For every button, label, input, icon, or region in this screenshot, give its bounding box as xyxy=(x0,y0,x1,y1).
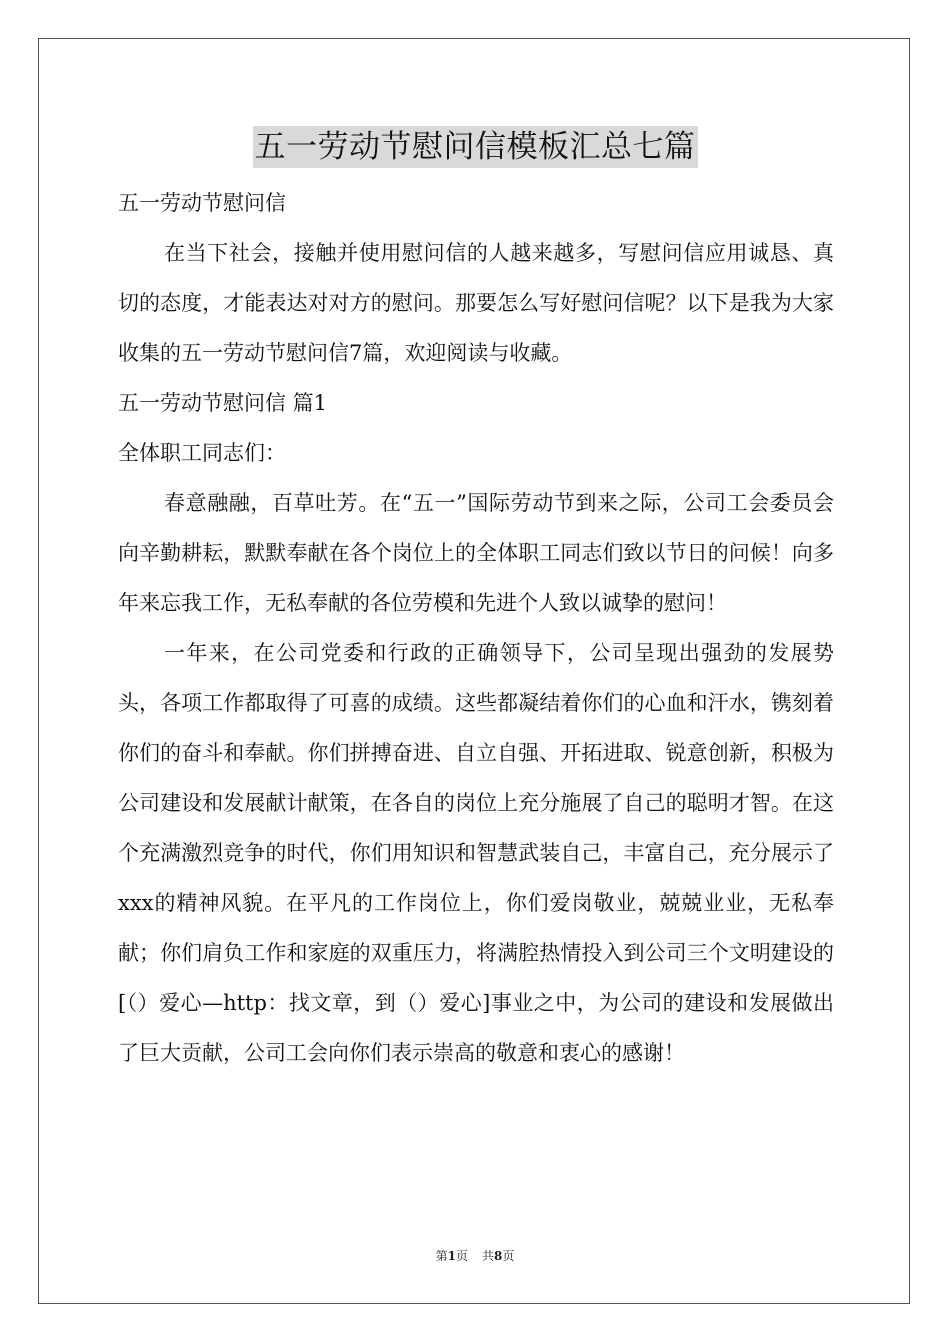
total-unit: 页 xyxy=(502,1249,515,1263)
title-container xyxy=(0,126,950,168)
paragraph: 在当下社会，接触并使用慰问信的人越来越多，写慰问信应用诚恳、真切的态度，才能表达对对方的慰问。那要怎么写好慰问信呢？以下是我为大家收集的五一劳动节慰问信7篇，欢迎阅读与收藏。 xyxy=(118,241,834,365)
paragraph: 一年来，在公司党委和行政的正确领导下，公司呈现出强劲的发展势头，各项工作都取得了可喜的成绩。这些都凝结着你们的心血和汗水，镌刻着你们的奋斗和奉献。你们拼搏奋进、自立自强、开拓进取、锐意创新，积极为公司建设和发展献计献策，在各自的岗位上充分施展了自己的聪明才智。在这个充满激烈竞争的时代，你们用知识和智慧武装自己，丰富自己，充分展示了xxx的精神风貌。在平凡的工作岗位上，你们爱岗敬业，兢兢业业，无私奉献；你们肩负工作和家庭的双重压力，将满腔热情投入到公司三个文明建设的[（）爱心—http：找文章，到（）爱心]事业之中，为公司的建设和发展做出了巨大贡献，公司工会向你们表示崇高的敬意和衷心的感谢！ xyxy=(118,641,834,1065)
page-current: 1 xyxy=(447,1249,456,1263)
section-heading: 五一劳动节慰问信 篇1 xyxy=(118,391,328,415)
document-body xyxy=(118,178,834,1078)
page-prefix: 第 xyxy=(435,1249,448,1263)
salutation: 全体职工同志们： xyxy=(118,441,286,465)
page-footer xyxy=(0,1247,950,1264)
page-total: 8 xyxy=(494,1249,503,1263)
page-unit: 页 xyxy=(455,1249,468,1263)
total-prefix: 共 xyxy=(482,1249,495,1263)
paragraph: 五一劳动节慰问信 xyxy=(118,191,286,215)
document-title: 五一劳动节慰问信模板汇总七篇 xyxy=(253,126,698,168)
paragraph: 春意融融，百草吐芳。在“五一”国际劳动节到来之际，公司工会委员会向辛勤耕耘，默默奉献在各个岗位上的全体职工同志们致以节日的问候！向多年来忘我工作，无私奉献的各位劳模和先进个人致以诚挚的慰问！ xyxy=(118,491,834,615)
